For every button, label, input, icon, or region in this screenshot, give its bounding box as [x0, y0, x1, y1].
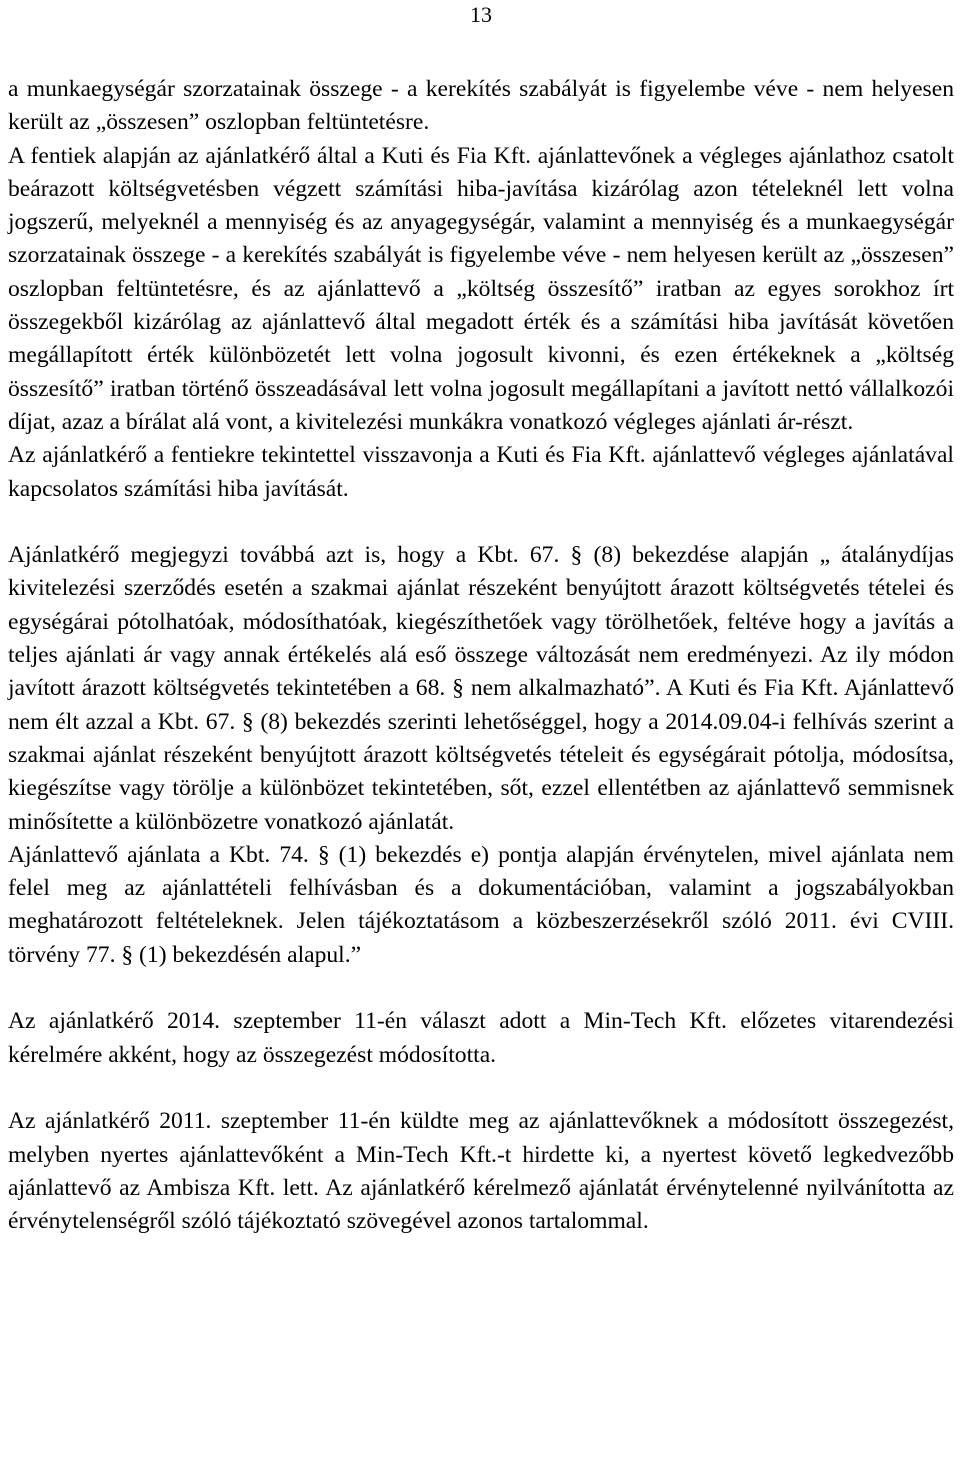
document-body — [8, 73, 954, 1238]
paragraph-modified-summary: Az ajánlatkérő 2011. szeptember 11-én küldte meg az ajánlattevőknek a módosított összegezést, melyben nyertes ajánlattevőként a Min-Tech Kft.-t hirdette ki, a nyertest követő legkedvezőbb ajánlattevő az Ambisza Kft. lett. Az ajánlatkérő kérelmező ajánlatát érvénytelenné nyilvánította az érvénytelenségről szóló tájékoztató szövegével azonos tartalommal. — [8, 1108, 954, 1235]
paragraph-kbt-67: Ajánlatkérő megjegyzi továbbá azt is, hogy a Kbt. 67. § (8) bekezdése alapján „ átalánydíjas kivitelezési szerződés esetén a szakmai ajánlat részeként benyújtott árazott költségvetés tételei és egységárai pótolhatóak, módosíthatóak, kiegészíthetőek vagy törölhetőek, feltéve hogy a javítás a teljes ajánlati ár vagy annak értékelés alá eső összege változását nem eredményezi. Az ily módon javított árazott költségvetés tekintetében a 68. § nem alkalmazható”. A Kuti és Fia Kft. Ajánlattevő nem élt azzal a Kbt. 67. § (8) bekezdés szerinti lehetőséggel, hogy a 2014.09.04-i felhívás szerint a szakmai ajánlat részeként benyújtott árazott költségvetés tételeit és egységárait pótolja, módosítsa, kiegészítse vagy törölje a különbözet tekintetében, sőt, ezzel ellentétben az ajánlattevő semmisnek minősítette a különbözetre vonatkozó ajánlatát. — [8, 542, 954, 835]
paragraph-withdrawal: Az ajánlatkérő a fentiekre tekintettel visszavonja a Kuti és Fia Kft. ajánlattevő végleges ajánlatával kapcsolatos számítási hiba javítását. — [8, 442, 954, 502]
paragraph-continuation: a munkaegységár szorzatainak összege - a kerekítés szabályát is figyelembe véve - nem helyesen került az „összesen” oszlopban feltüntetésre. — [8, 76, 954, 136]
paragraph-invalid-offer: Ajánlattevő ajánlata a Kbt. 74. § (1) bekezdés e) pontja alapján érvénytelen, mivel ajánlata nem felel meg az ajánlattételi felhívásban és a dokumentációban, valamint a jogszabályokban meghatározott feltételeknek. Jelen tájékoztatásom a közbeszerzésekről szóló 2011. évi CVIII. törvény 77. § (1) bekezdésén alapul.” — [8, 841, 954, 968]
paragraph-gap — [8, 506, 954, 539]
paragraph-reply-2014: Az ajánlatkérő 2014. szeptember 11-én választ adott a Min-Tech Kft. előzetes vitarendezési kérelmére akként, hogy az összegezést módosította. — [8, 1008, 954, 1068]
paragraph-calculation-error: A fentiek alapján az ajánlatkérő által a Kuti és Fia Kft. ajánlattevőnek a végleges ajánlathoz csatolt beárazott költségvetésben végzett számítási hiba-javítása kizárólag azon tételeknél lett volna jogszerű, melyeknél a mennyiség és az anyagegységár, valamint a mennyiség és a munkaegységár szorzatainak összege - a kerekítés szabályát is figyelembe véve - nem helyesen került az „összesen” oszlopban feltüntetésre, és az ajánlattevő a „költség összesítő” iratban az egyes sorokhoz írt összegekből kizárólag az ajánlattevő által megadott érték és a számítási hiba javítását követően megállapított érték különbözetét lett volna jogosult kivonni, és ezen értékeknek a „költség összesítő” iratban történő összeadásával lett volna jogosult megállapítani a javított nettó vállalkozói díjat, azaz a bírálat alá vont, a kivitelezési munkákra vonatkozó végleges ajánlati ár-részt. — [8, 142, 954, 435]
page-number: 13 — [470, 2, 492, 27]
paragraph-gap — [8, 1072, 954, 1105]
paragraph-gap — [8, 972, 954, 1005]
